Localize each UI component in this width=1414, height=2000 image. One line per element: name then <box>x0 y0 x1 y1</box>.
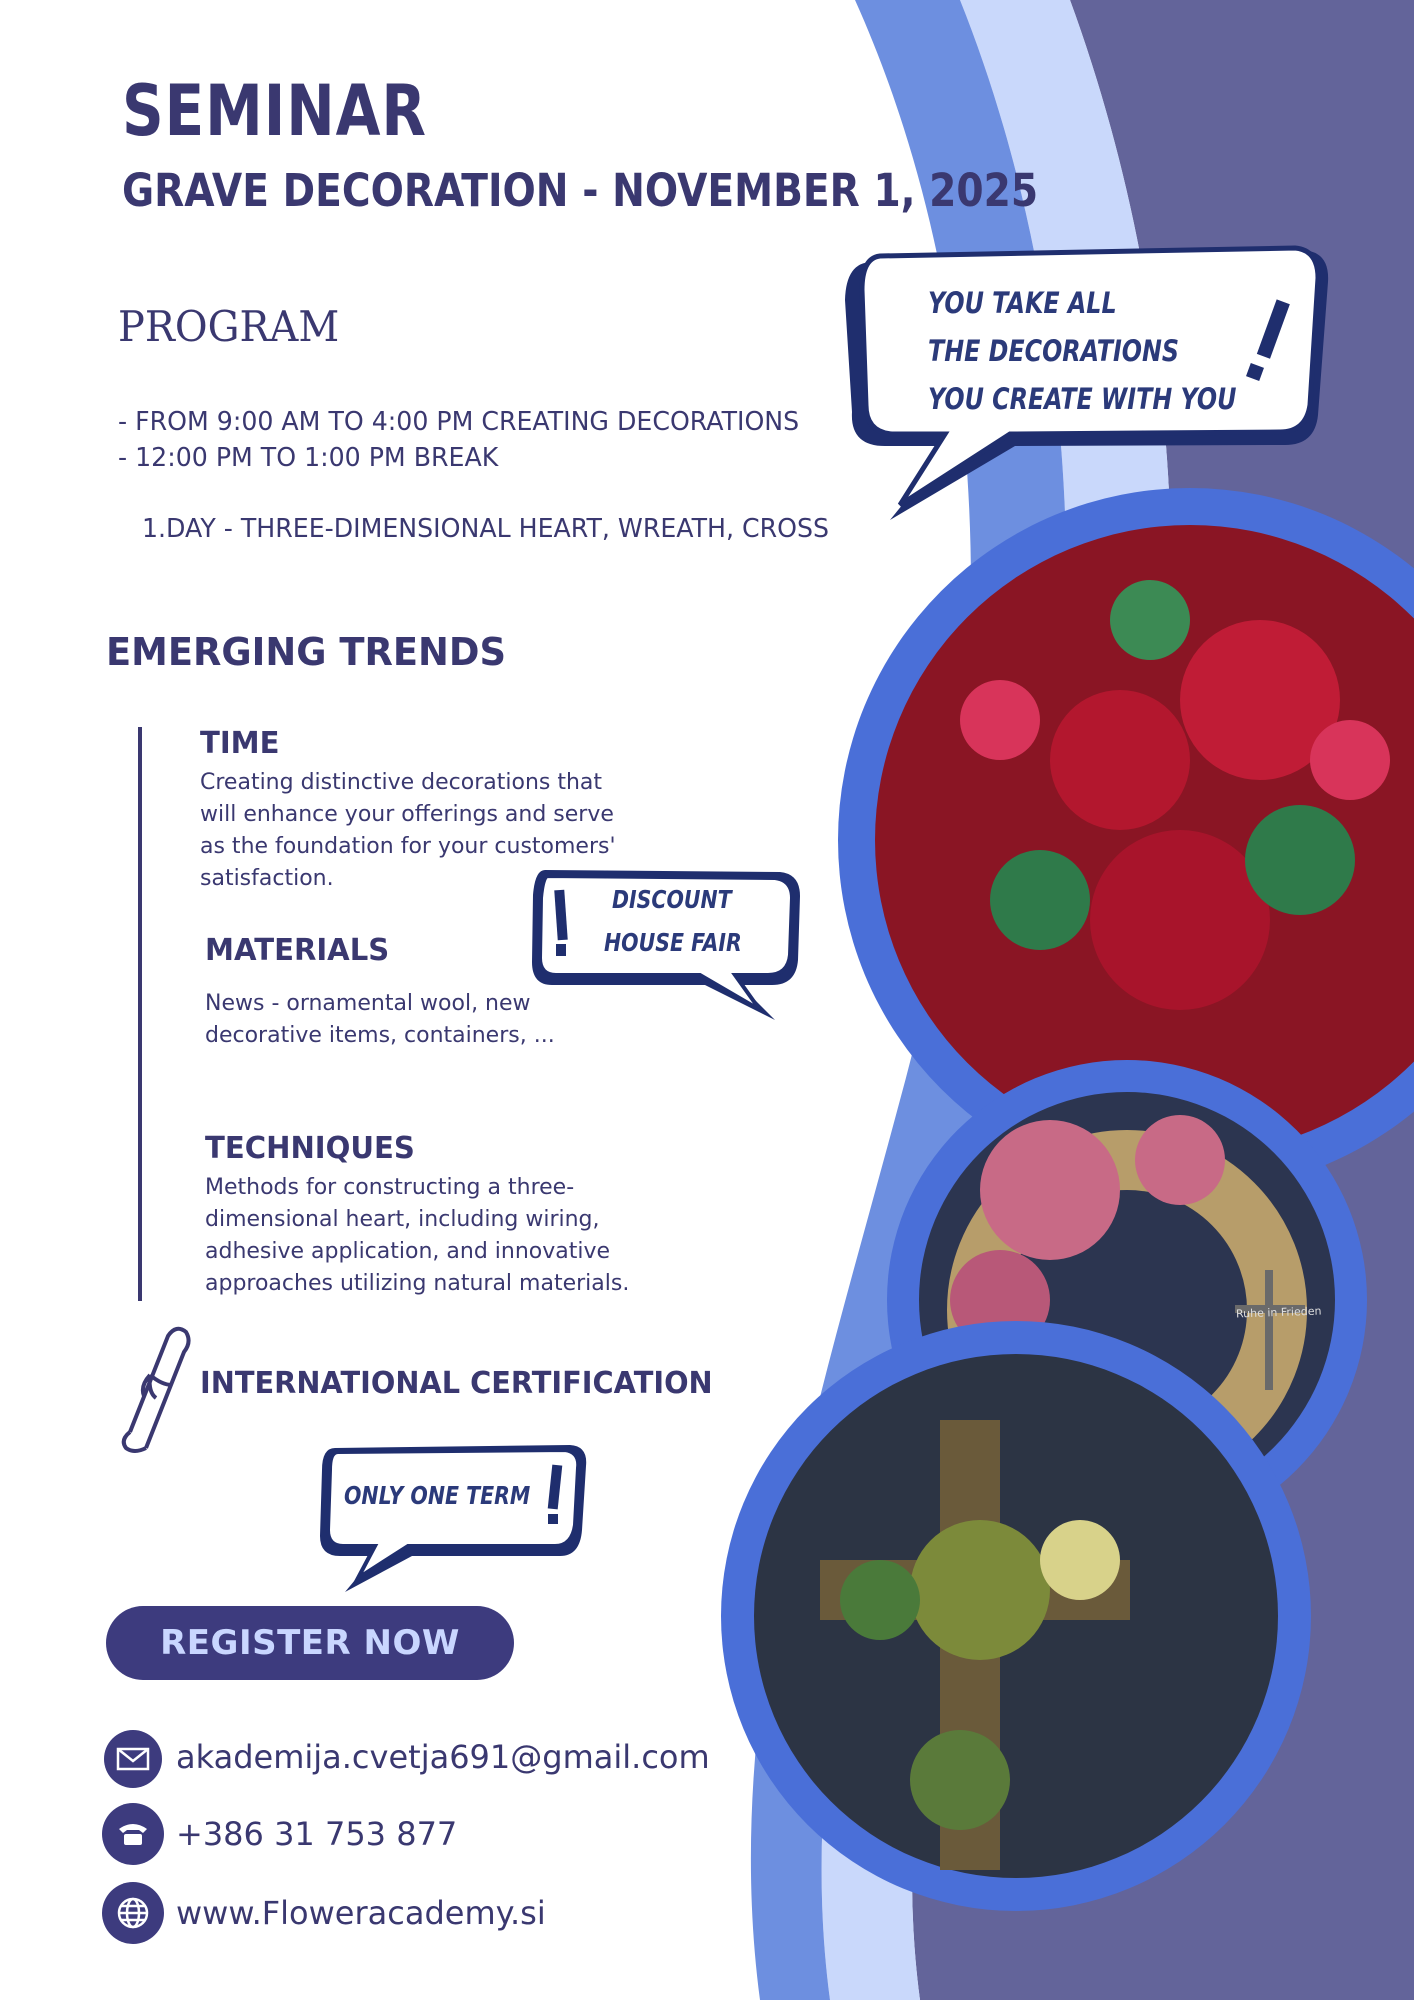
trend-materials <box>205 933 605 1052</box>
phone-link[interactable]: +386 31 753 877 <box>176 1815 458 1853</box>
seminar-subtitle: GRAVE DECORATION - NOVEMBER 1, 2025 <box>122 164 1039 217</box>
program-heading: PROGRAM <box>118 302 340 351</box>
program-line-schedule: - FROM 9:00 AM TO 4:00 PM CREATING DECORATIONS <box>118 407 800 437</box>
bubble-take-all-line-3: YOU CREATE WITH YOU <box>928 382 1237 416</box>
email-icon <box>104 1730 162 1788</box>
trend-techniques-desc: Methods for constructing a three-dimensional heart, including wiring, adhesive application, and innovative approaches utilizing natural materials. <box>205 1175 630 1296</box>
program-day-item: 1.DAY - THREE-DIMENSIONAL HEART, WREATH, CROSS <box>142 514 830 544</box>
bubble-take-all-line-2: THE DECORATIONS <box>928 334 1180 368</box>
trend-techniques-title: TECHNIQUES <box>205 1131 415 1166</box>
trend-materials-title: MATERIALS <box>205 933 390 968</box>
cross-photo <box>721 1321 1311 1911</box>
emerging-trends-heading: EMERGING TRENDS <box>106 630 507 674</box>
phone-icon <box>102 1803 164 1865</box>
trend-time-title: TIME <box>200 726 280 761</box>
bubble-one-term <box>320 1445 586 1592</box>
bubble-take-all-line-1: YOU TAKE ALL <box>928 286 1117 320</box>
wreath-sign-text: Ruhe in Frieden <box>1235 1304 1322 1321</box>
bubble-one-term-text: ONLY ONE TERM <box>344 1481 531 1510</box>
diploma-scroll-icon <box>124 1329 189 1451</box>
trends-divider <box>138 727 142 1301</box>
bubble-discount-line-2: HOUSE FAIR <box>604 928 742 957</box>
trend-materials-desc: News - ornamental wool, new decorative items, containers, ... <box>205 991 555 1048</box>
website-link[interactable]: www.Floweracademy.si <box>176 1894 546 1932</box>
email-link[interactable]: akademija.cvetja691@gmail.com <box>176 1738 710 1776</box>
trend-techniques <box>205 1131 655 1300</box>
globe-icon <box>102 1882 164 1944</box>
bubble-discount-line-1: DISCOUNT <box>612 885 732 914</box>
trend-time <box>200 726 640 895</box>
register-now-button[interactable]: REGISTER NOW <box>106 1606 514 1680</box>
trend-time-desc: Creating distinctive decorations that will enhance your offerings and serve as the foundation for your customers' satisfaction. <box>200 770 616 891</box>
seminar-title: SEMINAR <box>122 70 427 152</box>
international-certification-label: INTERNATIONAL CERTIFICATION <box>200 1366 713 1401</box>
program-line-break: - 12:00 PM TO 1:00 PM BREAK <box>118 443 499 473</box>
